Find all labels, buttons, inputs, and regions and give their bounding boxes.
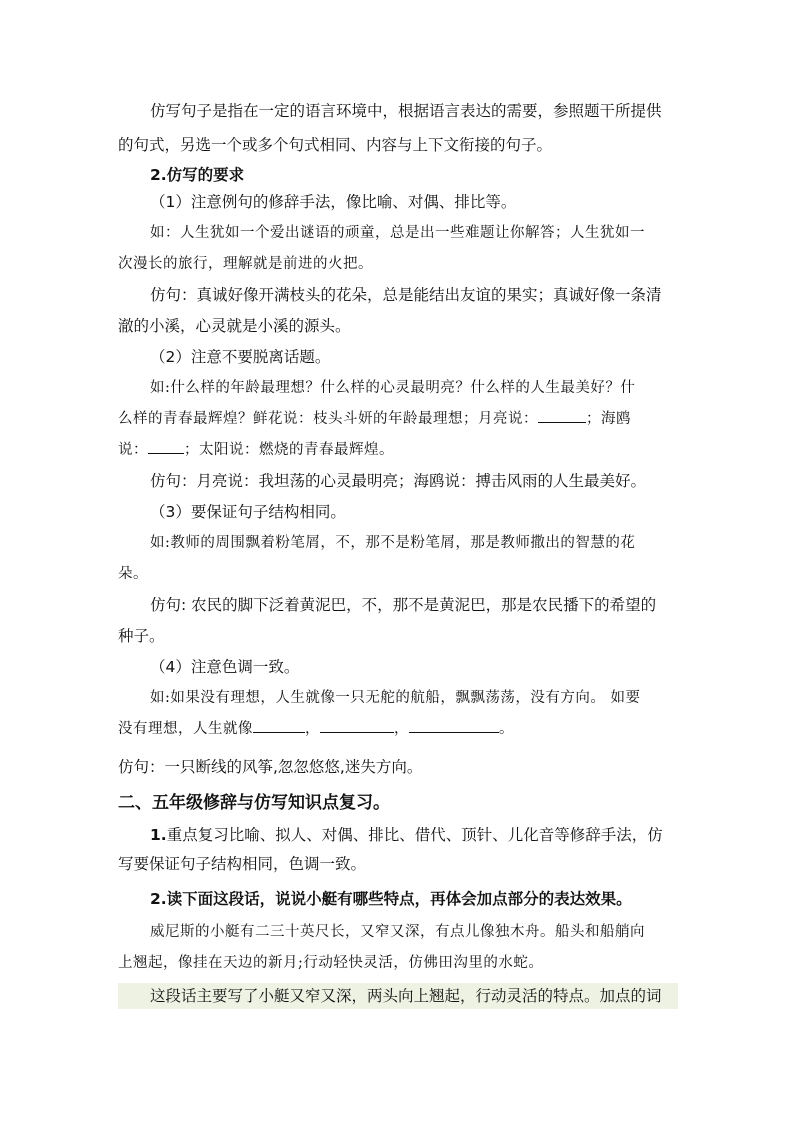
fill-blank: [538, 408, 586, 423]
fill-blank: [148, 439, 184, 454]
requirement-2-example-line-1: 如:什么样的年龄最理想？什么样的心灵最明亮？什么样的人生最美好？什: [150, 380, 636, 396]
fill-blank: [253, 718, 305, 733]
requirement-1-imitation-line-2: 澈的小溪，心灵就是小溪的源头。: [118, 317, 351, 335]
requirement-1-imitation-line-1: 仿句：真诚好像开满枝头的花朵，总是能结出友谊的果实；真诚好像一条清: [150, 286, 662, 304]
requirement-2-heading: （2）注意不要脱离话题。: [150, 348, 331, 366]
requirement-1-heading: （1）注意例句的修辞手法，像比喻、对偶、排比等。: [150, 193, 517, 211]
section-2-title: 二、五年级修辞与仿写知识点复习。: [118, 793, 390, 813]
section-heading-requirements: 2.仿写的要求: [150, 166, 245, 184]
review-point-text: 重点复习比喻、拟人、对偶、排比、借代、顶针、儿化音等修辞手法，仿: [166, 826, 663, 844]
requirement-2-imitation: 仿句：月亮说：我坦荡的心灵最明亮；海鸥说：搏击风雨的人生最美好。: [150, 472, 647, 490]
question-2: 2.读下面这段话，说说小艇有哪些特点，再体会加点部分的表达效果。: [150, 890, 632, 908]
requirement-3-imitation-line-1: 仿句: 农民的脚下泛着黄泥巴，不，那不是黄泥巴，那是农民播下的希望的: [150, 596, 657, 614]
separator: ，: [394, 721, 409, 737]
separator: ，: [305, 721, 320, 737]
intro-line-2: 的句式，另选一个或多个句式相同、内容与上下文衔接的句子。: [118, 136, 553, 154]
end-punct: 。: [499, 721, 514, 737]
requirement-2-example-text: 么样的青春最辉煌？鲜花说：枝头斗妍的年龄最理想；月亮说：: [118, 411, 538, 427]
requirement-2-example-text-b: ；海鸥: [586, 411, 631, 427]
requirement-2-example-line-3: [118, 439, 678, 461]
review-point-number: 1.: [150, 826, 167, 844]
requirement-3-example-line-1: 如:教师的周围飘着粉笔屑，不，那不是粉笔屑，那是教师撒出的智慧的花: [150, 535, 636, 551]
requirement-3-imitation-line-2: 种子。: [118, 627, 165, 645]
requirement-1-example-line-1: 如：人生犹如一个爱出谜语的顽童，总是出一些难题让你解答；人生犹如一: [150, 225, 645, 241]
fill-blank: [409, 718, 499, 733]
review-point-1-line-2: 写要保证句子结构相同，色调一致。: [118, 855, 367, 873]
review-point-1-line-1: [150, 824, 710, 846]
requirement-2-example-text-d: ；太阳说：燃烧的青春最辉煌。: [184, 442, 394, 458]
requirement-4-example-text: 没有理想，人生就像: [118, 721, 253, 737]
requirement-4-example-line-2: [118, 718, 678, 740]
requirement-3-example-line-2: 朵。: [118, 566, 148, 582]
passage-line-1: 威尼斯的小艇有二三十英尺长，又窄又深，有点儿像独木舟。船头和船艄向: [150, 924, 645, 940]
requirement-2-example-line-2: [118, 408, 678, 430]
requirement-3-heading: （3）要保证句子结构相同。: [150, 503, 346, 521]
requirement-2-example-text-c: 说：: [118, 442, 148, 458]
passage-line-2: 上翘起，像挂在天边的新月;行动轻快灵活，仿佛田沟里的水蛇。: [118, 955, 544, 971]
fill-blank: [320, 718, 394, 733]
requirement-4-imitation: 仿句：一只断线的风筝,忽忽悠悠,迷失方向。: [118, 758, 423, 776]
requirement-4-heading: （4）注意色调一致。: [150, 658, 300, 676]
answer-line-1: 这段话主要写了小艇又窄又深，两头向上翘起，行动灵活的特点。加点的词: [118, 983, 678, 1009]
requirement-4-example-line-1: 如:如果没有理想，人生就像一只无舵的航船，飘飘荡荡，没有方向。 如要: [150, 690, 641, 706]
requirement-1-example-line-2: 次漫长的旅行，理解就是前进的火把。: [118, 256, 373, 272]
intro-line-1: 仿写句子是指在一定的语言环境中，根据语言表达的需要，参照题干所提供: [150, 102, 662, 120]
